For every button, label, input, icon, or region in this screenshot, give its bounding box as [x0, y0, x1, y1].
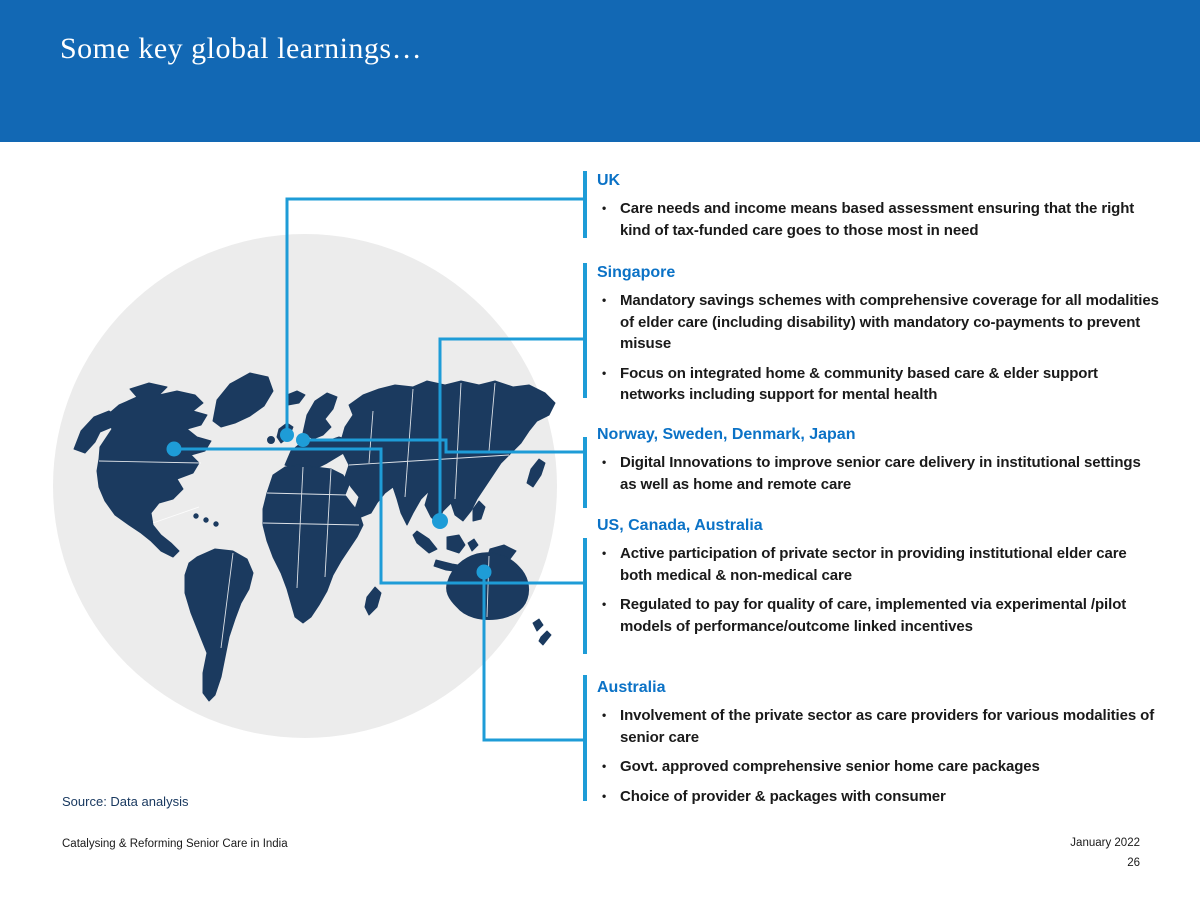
- page-number: 26: [1127, 857, 1140, 869]
- bullet-item: • Involvement of the private sector as care providers for various modalities of senior care: [597, 705, 1160, 748]
- ireland: [268, 437, 275, 444]
- bullet-item: • Focus on integrated home & community based care & elder support networks including support for mental health: [597, 363, 1160, 406]
- singapore-marker-dot: [432, 513, 448, 529]
- callout-bullets: [597, 452, 1160, 495]
- footer-deck-title: Catalysing & Reforming Senior Care in India: [62, 838, 288, 850]
- callout-title: US, Canada, Australia: [597, 517, 763, 534]
- callout-title: Australia: [597, 679, 666, 696]
- caribbean: [194, 514, 198, 518]
- caribbean: [214, 522, 218, 526]
- callout-bullets: [597, 543, 1160, 637]
- callout-nordics-japan: [585, 426, 1160, 503]
- callout-singapore: [585, 264, 1160, 414]
- bullet-item: • Digital Innovations to improve senior care delivery in institutional settings as well as home and remote care: [597, 452, 1160, 495]
- bullet-item: • Govt. approved comprehensive senior home care packages: [597, 756, 1160, 778]
- callout-title: Singapore: [597, 264, 676, 281]
- callout-bullets: [597, 705, 1160, 807]
- footer-date: January 2022: [1070, 837, 1140, 849]
- slide-title: Some key global learnings…: [60, 32, 423, 65]
- bullet-item: • Care needs and income means based assessment ensuring that the right kind of tax-funded care goes to those most in need: [597, 198, 1160, 241]
- uk-marker-dot: [280, 428, 294, 442]
- bullet-item: • Choice of provider & packages with consumer: [597, 786, 1160, 808]
- callout-australia: [585, 679, 1160, 815]
- australia-marker-dot: [477, 565, 492, 580]
- new-zealand: [533, 619, 543, 631]
- callout-bullets: [597, 198, 1160, 241]
- callout-uk: [585, 172, 1160, 249]
- callout-title: UK: [597, 172, 621, 189]
- callout-title: Norway, Sweden, Denmark, Japan: [597, 426, 856, 443]
- caribbean: [204, 518, 208, 522]
- callout-bullets: [597, 290, 1160, 406]
- callout-us-canada-australia: [585, 517, 1160, 645]
- bullet-item: • Mandatory savings schemes with comprehensive coverage for all modalities of elder care (including disability) with mandatory co-payments to prevent misuse: [597, 290, 1160, 355]
- source-note: Source: Data analysis: [62, 794, 189, 809]
- north-america-marker-dot: [167, 442, 182, 457]
- bullet-item: • Regulated to pay for quality of care, implemented via experimental /pilot models of performance/outcome linked incentives: [597, 594, 1160, 637]
- bullet-item: • Active participation of private sector in providing institutional elder care both medical & non-medical care: [597, 543, 1160, 586]
- new-zealand: [539, 631, 551, 645]
- denmark-marker-dot: [296, 433, 310, 447]
